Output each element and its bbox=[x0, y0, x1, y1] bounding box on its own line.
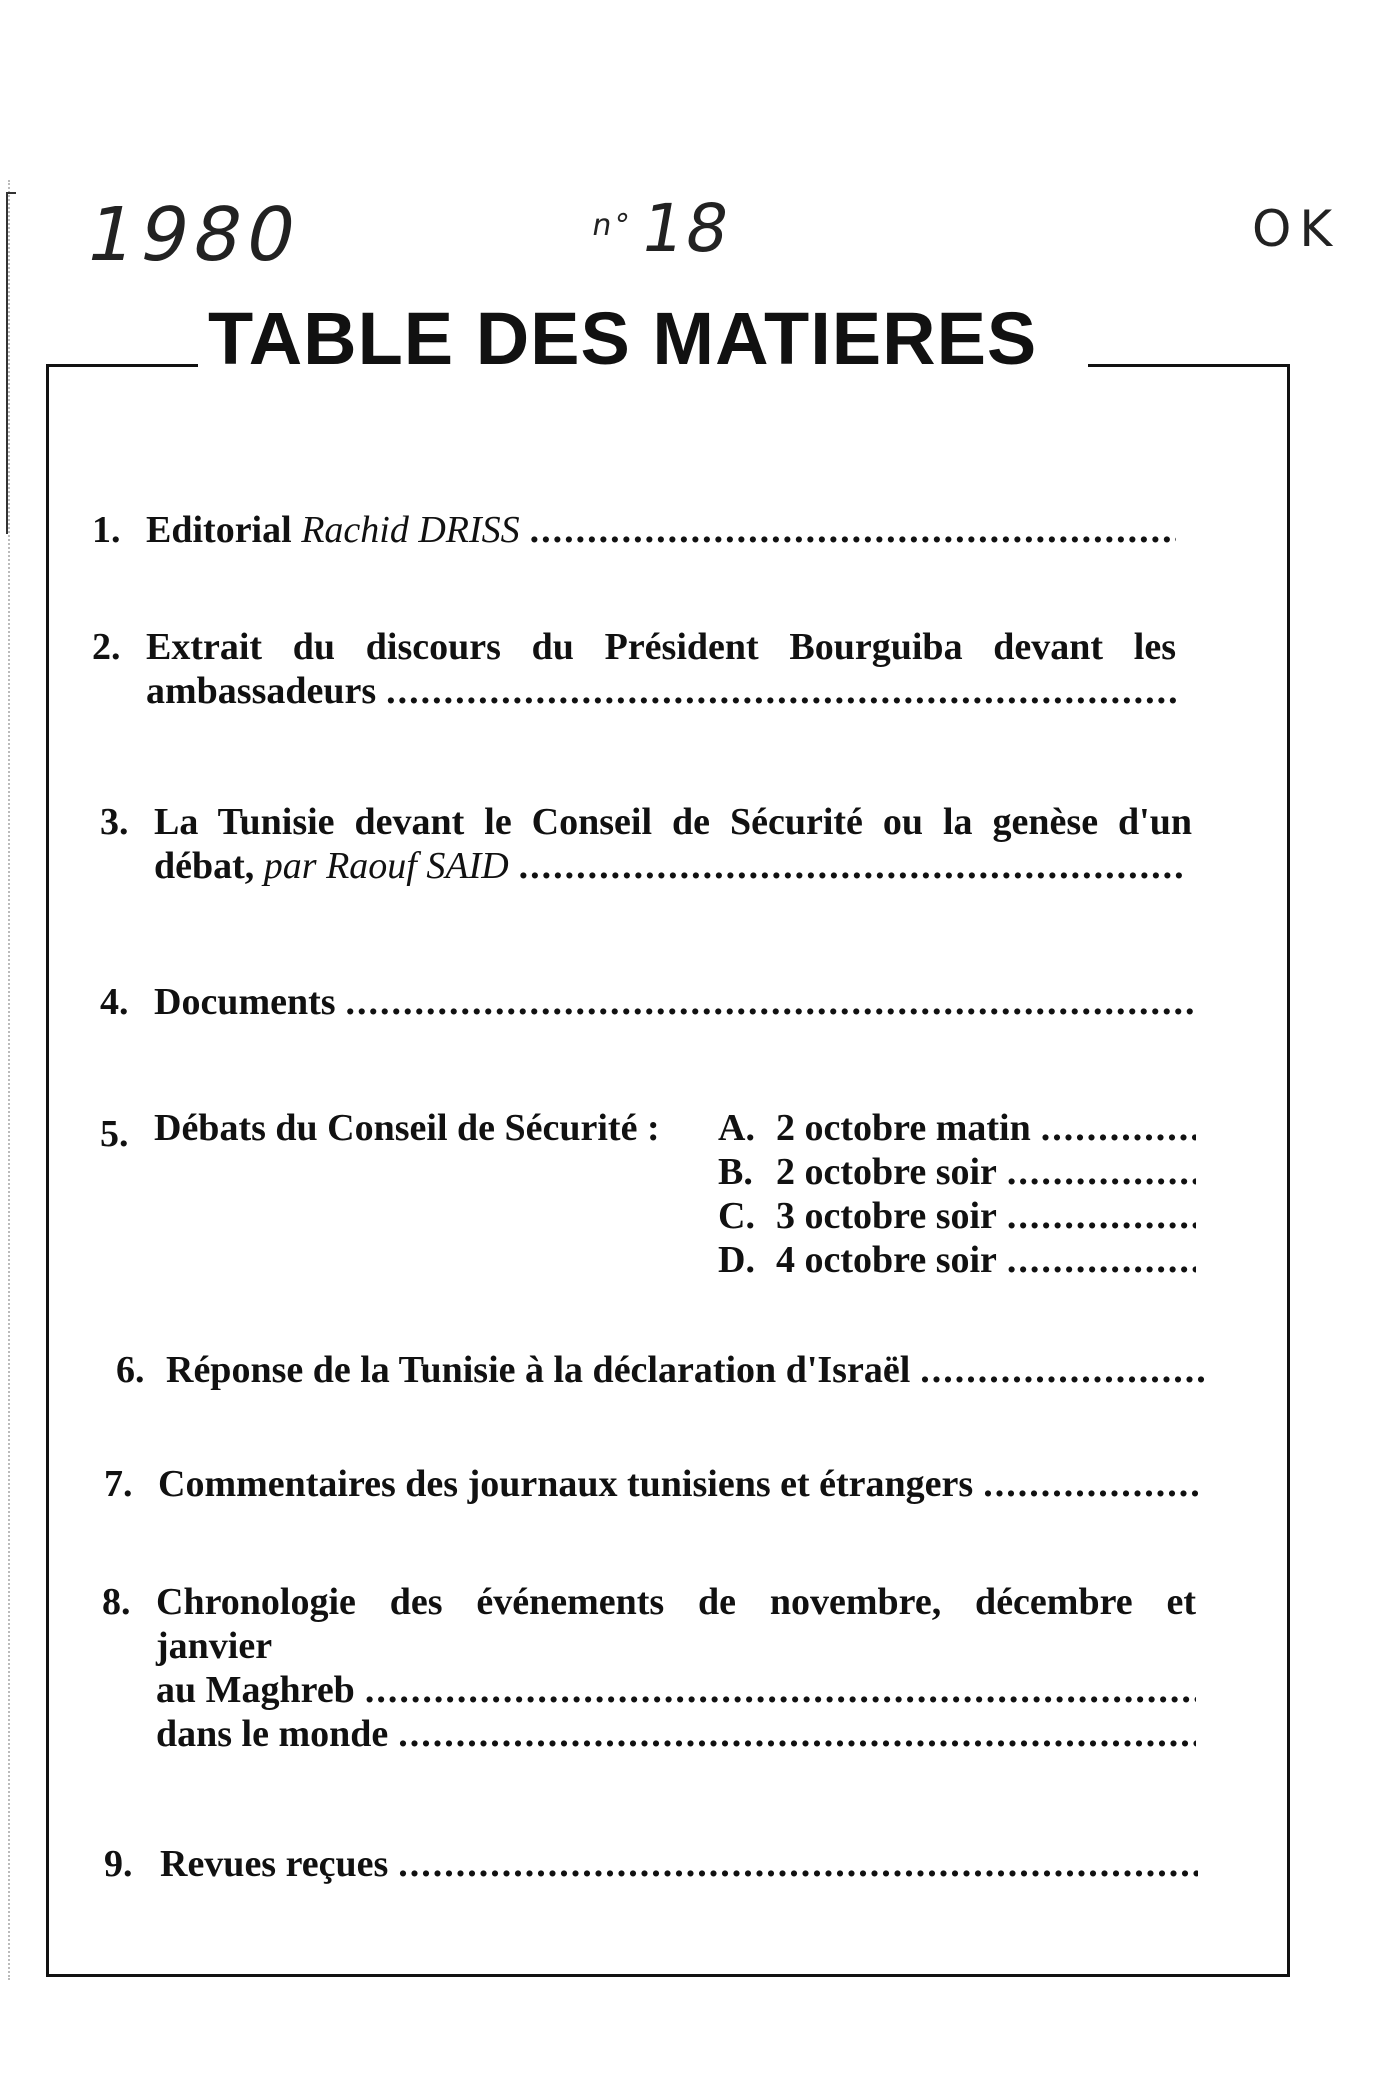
entry-number: 6. bbox=[116, 1349, 145, 1391]
leader-dots bbox=[920, 1348, 1208, 1392]
toc-entry-8 bbox=[102, 1580, 1202, 1770]
session-label: 2 octobre soir bbox=[776, 1151, 997, 1193]
session-label: 3 octobre soir bbox=[776, 1195, 997, 1237]
scan-bracket bbox=[6, 192, 16, 534]
leader-dots bbox=[1007, 1238, 1196, 1282]
entry-number: 8. bbox=[102, 1581, 131, 1623]
leader-dots bbox=[398, 1712, 1196, 1756]
handwritten-ok: OK bbox=[1252, 200, 1341, 258]
entry-text: dans le monde bbox=[156, 1713, 389, 1755]
entry-number: 9. bbox=[104, 1843, 133, 1885]
entry-text: Débats du Conseil de Sécurité : bbox=[154, 1107, 660, 1149]
entry-text: Documents bbox=[154, 981, 336, 1023]
entry-number: 4. bbox=[100, 981, 129, 1023]
entry-text: Editorial bbox=[146, 509, 292, 551]
entry-line-1: La Tunisie devant le Conseil de Sécurité ou la genèse d'un bbox=[154, 801, 1192, 843]
handwritten-issue-number: 18 bbox=[635, 190, 737, 267]
session-row bbox=[718, 1194, 1196, 1238]
entry-text: Commentaires des journaux tunisiens et étrangers bbox=[158, 1463, 974, 1505]
entry-line bbox=[146, 508, 1176, 552]
toc-entry-6 bbox=[116, 1348, 1216, 1398]
session-label: 2 octobre matin bbox=[776, 1107, 1031, 1149]
toc-entry-5 bbox=[100, 1106, 1200, 1296]
handwritten-year: 1980 bbox=[78, 192, 310, 278]
entry-number: 1. bbox=[92, 509, 121, 551]
session-letter: B. bbox=[718, 1151, 753, 1193]
entry-number: 5. bbox=[100, 1113, 129, 1155]
leader-dots bbox=[1007, 1194, 1196, 1238]
leader-dots bbox=[983, 1462, 1198, 1506]
leader-dots bbox=[1007, 1150, 1196, 1194]
toc-entry-4 bbox=[100, 980, 1200, 1030]
toc-entry-7 bbox=[104, 1462, 1204, 1512]
leader-dots bbox=[386, 669, 1176, 713]
session-letter: D. bbox=[718, 1239, 755, 1281]
page-title: TABLE DES MATIERES bbox=[208, 297, 1038, 380]
leader-dots bbox=[398, 1842, 1198, 1886]
toc-entry-9 bbox=[104, 1842, 1204, 1892]
session-row bbox=[718, 1238, 1196, 1282]
leader-dots bbox=[346, 980, 1194, 1024]
entry-line bbox=[158, 1462, 1198, 1506]
entry-text: débat, bbox=[154, 845, 255, 887]
entry-line-1: Extrait du discours du Président Bourguiba devant les bbox=[146, 626, 1176, 668]
toc-entry-2 bbox=[92, 625, 1192, 725]
entry-line-2: janvier bbox=[156, 1625, 273, 1667]
session-letter: A. bbox=[718, 1107, 755, 1149]
entry-line bbox=[160, 1842, 1198, 1886]
entry-sub-1 bbox=[156, 1668, 1196, 1712]
toc-entry-1 bbox=[92, 508, 1192, 558]
entry-text: au Maghreb bbox=[156, 1669, 355, 1711]
toc-entry-3 bbox=[100, 800, 1200, 900]
leader-dots bbox=[1041, 1106, 1196, 1150]
entry-sub-2 bbox=[156, 1712, 1196, 1756]
entry-line-2 bbox=[154, 844, 1184, 888]
entry-line bbox=[166, 1348, 1208, 1392]
entry-author: Rachid DRISS bbox=[301, 509, 520, 551]
leader-dots bbox=[519, 844, 1184, 888]
entry-number: 2. bbox=[92, 626, 121, 668]
entry-line bbox=[154, 980, 1194, 1024]
entry-line-2 bbox=[146, 669, 1176, 713]
session-label: 4 octobre soir bbox=[776, 1239, 997, 1281]
handwritten-issue bbox=[585, 190, 737, 267]
session-row bbox=[718, 1106, 1196, 1150]
session-row bbox=[718, 1150, 1196, 1194]
leader-dots bbox=[365, 1668, 1196, 1712]
leader-dots bbox=[530, 508, 1176, 552]
entry-author: par Raouf SAID bbox=[263, 845, 509, 887]
handwritten-issue-prefix: n° bbox=[589, 208, 634, 243]
entry-text: ambassadeurs bbox=[146, 670, 377, 712]
entry-number: 7. bbox=[104, 1463, 133, 1505]
entry-text: Revues reçues bbox=[160, 1843, 389, 1885]
entry-line-1: Chronologie des événements de novembre, décembre et bbox=[156, 1581, 1196, 1623]
entry-number: 3. bbox=[100, 801, 129, 843]
entry-text: Réponse de la Tunisie à la déclaration d'Israël bbox=[166, 1349, 911, 1391]
session-letter: C. bbox=[718, 1195, 755, 1237]
